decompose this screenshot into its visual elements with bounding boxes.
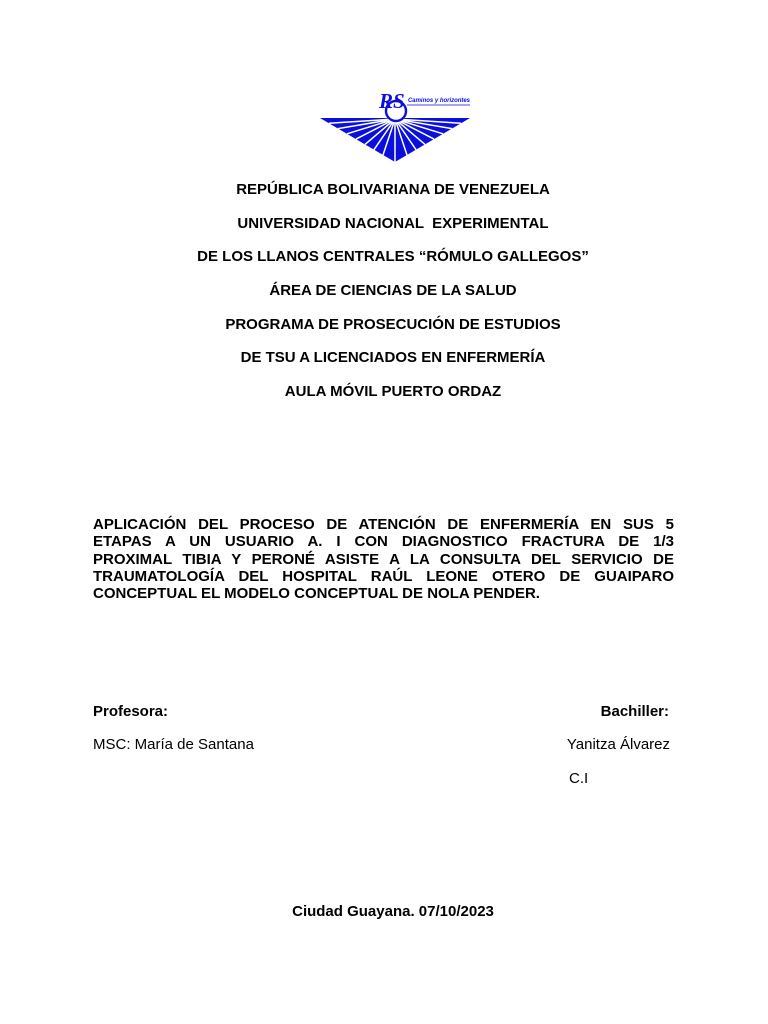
header-line-university-name: DE LOS LLANOS CENTRALES “RÓMULO GALLEGOS” bbox=[197, 248, 589, 266]
university-logo-icon bbox=[316, 84, 476, 166]
title-line: APLICACIÓN DEL PROCESO DE ATENCIÓN DE ENFERMERÍA EN SUS 5 bbox=[93, 516, 674, 533]
header-line-program-level: DE TSU A LICENCIADOS EN ENFERMERÍA bbox=[240, 349, 546, 367]
title-line: TRAUMATOLOGÍA DEL HOSPITAL RAÚL LEONE OTERO DE GUAIPARO bbox=[93, 567, 674, 585]
header-line-university: UNIVERSIDAD NACIONAL EXPERIMENTAL bbox=[237, 214, 549, 232]
student-role-label: Bachiller: bbox=[600, 703, 669, 720]
header-line-classroom: AULA MÓVIL PUERTO ORDAZ bbox=[284, 383, 502, 401]
logo-monogram: RS bbox=[379, 89, 405, 113]
header-line-program: PROGRAMA DE PROSECUCIÓN DE ESTUDIOS bbox=[225, 315, 561, 333]
institution-header bbox=[93, 173, 693, 409]
header-line-country: REPÚBLICA BOLIVARIANA DE VENEZUELA bbox=[236, 181, 550, 198]
title-line: CONCEPTUAL EL MODELO CONCEPTUAL DE NOLA PENDER. bbox=[93, 585, 540, 603]
logo-tagline: Caminos y horizontes bbox=[408, 97, 471, 104]
professor-name: MSC: María de Santana bbox=[93, 736, 254, 753]
professor-role-label: Profesora: bbox=[93, 703, 169, 720]
document-title bbox=[93, 516, 674, 602]
title-line: PROXIMAL TIBIA Y PERONÉ ASISTE A LA CONSULTA DEL SERVICIO DE bbox=[93, 550, 674, 568]
header-line-area: ÁREA DE CIENCIAS DE LA SALUD bbox=[269, 282, 517, 300]
place-and-date: Ciudad Guayana. 07/10/2023 bbox=[292, 903, 494, 920]
title-line: ETAPAS A UN USUARIO A. I CON DIAGNOSTICO FRACTURA DE 1/3 bbox=[93, 533, 674, 551]
student-id-label: C.I bbox=[569, 770, 589, 787]
student-name: Yanitza Álvarez bbox=[566, 736, 670, 753]
